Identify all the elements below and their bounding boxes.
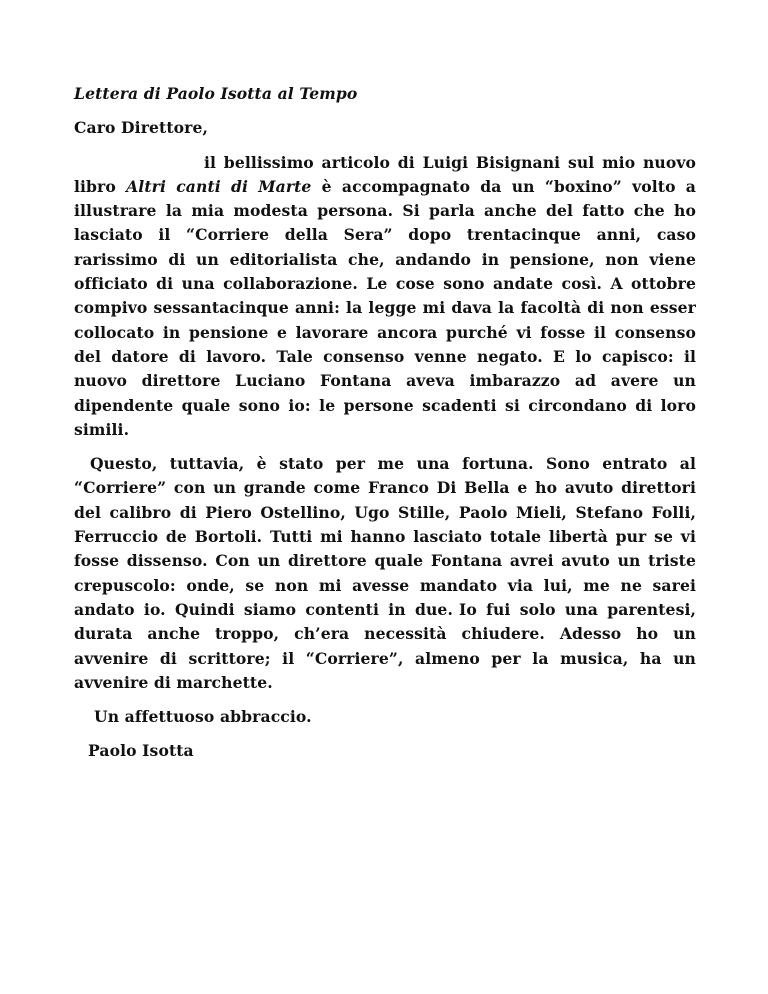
paragraph-1-text-b: è accompagnato da un “boxino” volto a illustrare la mia modesta persona. Si parla anche del fatto che ho lasciato il “Corriere della Sera” dopo trentacinque anni, caso rarissimo di un editorialista che, andando in pensione, non viene officiato di una collaborazione. Le cose sono andate così. A ottobre compivo sessantacinque anni: la legge mi dava la facoltà di non esser collocato in pensione e lavorare ancora purché vi fosse il consenso del datore di lavoro. Tale consenso venne negato. E lo capisco: il nuovo direttore Luciano Fontana aveva imbarazzo ad avere un dipendente quale sono io: le persone scadenti si circondano di loro simili. bbox=[74, 176, 696, 439]
letter-salutation: Caro Direttore, bbox=[74, 118, 209, 138]
paragraph-2-text-b: Io fui solo una parentesi, durata anche troppo, ch’era necessità chiudere. Adesso ho un avvenire di scrittore; il “Corriere”, almeno per la musica, ha un avvenire di marchette. bbox=[74, 599, 696, 692]
paragraph-2 bbox=[74, 452, 696, 695]
book-title: Altri canti di Marte bbox=[126, 176, 312, 196]
letter-title: Lettera di Paolo Isotta al Tempo bbox=[74, 84, 358, 103]
letter-signature: Paolo Isotta bbox=[88, 741, 194, 761]
letter-closing: Un affettuoso abbraccio. bbox=[94, 707, 312, 727]
paragraph-1 bbox=[74, 151, 696, 443]
paragraph-2-text-a: Questo, tuttavia, è stato per me una fortuna. Sono entrato al “Corriere” con un grande come Franco Di Bella e ho avuto direttori del calibro di Piero Ostellino, Ugo Stille, Paolo Mieli, Stefano Folli, Ferruccio de Bortoli. Tutti mi hanno lasciato totale libertà pur se vi fosse dissenso. Con un direttore quale Fontana avrei avuto un triste crepuscolo: onde, se non mi avesse mandato via lui, me ne sarei andato io. Quindi siamo contenti in due. bbox=[74, 454, 696, 619]
paragraph-1-text-a: il bellissimo articolo di Luigi Bisignani sul mio nuovo libro bbox=[74, 152, 696, 196]
letter-body bbox=[74, 82, 696, 764]
